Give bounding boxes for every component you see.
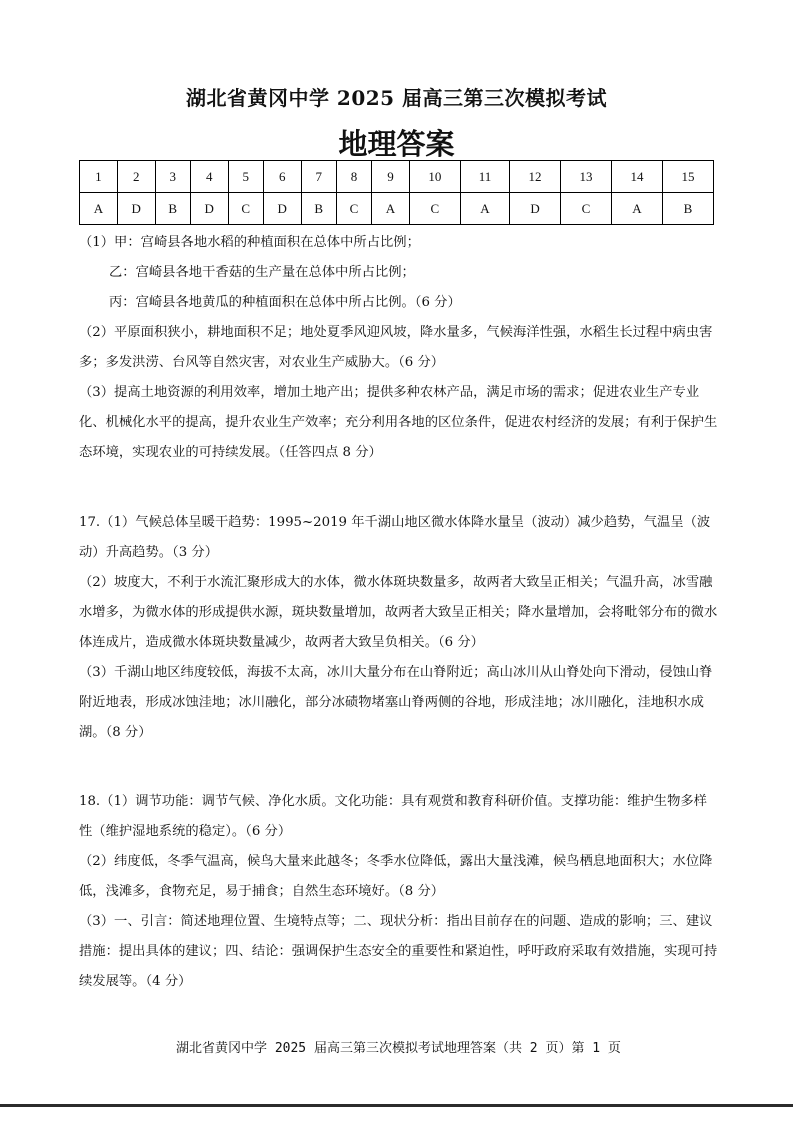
answer-cell: A: [80, 193, 118, 225]
question-number-cell: 1: [80, 161, 118, 193]
answer-cell: A: [611, 193, 662, 225]
answer-row: [80, 193, 714, 225]
exam-title: 湖北省黄冈中学 2025 届高三第三次模拟考试: [185, 86, 608, 110]
question-number-cell: 12: [510, 161, 561, 193]
page-footer: 湖北省黄冈中学 2025 届高三第三次模拟考试地理答案（共 2 页）第 1 页: [176, 1041, 621, 1056]
answer-cell: D: [510, 193, 561, 225]
q16-part1-c: 丙：宫崎县各地黄瓜的种植面积在总体中所占比例。（6 分）: [109, 295, 461, 310]
question-number-cell: 4: [190, 161, 228, 193]
question-number-cell: 15: [662, 161, 713, 193]
question-number-cell: 3: [155, 161, 190, 193]
question-18-section: [79, 787, 719, 997]
answer-cell: B: [155, 193, 190, 225]
question-number-cell: 9: [372, 161, 410, 193]
q16-part1-b: 乙：宫崎县各地干香菇的生产量在总体中所占比例；: [109, 265, 415, 280]
question-number-cell: 7: [301, 161, 336, 193]
q17-part1: 17.（1）气候总体呈暖干趋势：1995~2019 年千湖山地区微水体降水量呈（波动）减少趋势，气温呈（波动）升高趋势。（3 分）: [79, 515, 711, 560]
answer-title: 地理答案: [338, 127, 455, 161]
answer-cell: D: [263, 193, 301, 225]
answer-cell: D: [117, 193, 155, 225]
q18-part2: （2）纬度低，冬季气温高，候鸟大量来此越冬；冬季水位降低，露出大量浅滩，候鸟栖息地面积大；水位降低，浅滩多，食物充足，易于捕食；自然生态环境好。（8 分）: [79, 854, 713, 899]
answer-cell: A: [460, 193, 509, 225]
answer-cell: C: [561, 193, 612, 225]
answer-cell: D: [190, 193, 228, 225]
question-number-cell: 8: [336, 161, 371, 193]
q16-part3: （3）提高土地资源的利用效率，增加土地产出；提供多种农林产品，满足市场的需求；促进农业生产专业化、机械化水平的提高，提升农业生产效率；充分利用各地的区位条件，促进农村经济的发展；有利于保护生态环境，实现农业的可持续发展。（任答四点 8 分）: [79, 385, 718, 460]
question-number-row: [80, 161, 714, 193]
question-number-cell: 13: [561, 161, 612, 193]
answer-cell: C: [336, 193, 371, 225]
q17-part3: （3）千湖山地区纬度较低，海拔不太高，冰川大量分布在山脊附近；高山冰川从山脊处向下滑动，侵蚀山脊附近地表，形成冰蚀洼地；冰川融化，部分冰碛物堵塞山脊两侧的谷地，形成洼地；冰川融化，洼地积水成湖。（8 分）: [79, 665, 713, 740]
question-number-cell: 11: [460, 161, 509, 193]
q18-part1: 18.（1）调节功能：调节气候、净化水质。文化功能：具有观赏和教育科研价值。支撑功能：维护生物多样性（维护湿地系统的稳定）。（6 分）: [79, 794, 707, 839]
answer-cell: B: [301, 193, 336, 225]
answer-cell: A: [372, 193, 410, 225]
answer-cell: C: [228, 193, 263, 225]
answer-cell: B: [662, 193, 713, 225]
q17-part2: （2）坡度大，不利于水流汇聚形成大的水体，微水体斑块数量多，故两者大致呈正相关；气温升高，冰雪融水增多，为微水体的形成提供水源，斑块数量增加，故两者大致呈正相关；降水量增加，会将毗邻分布的微水体连成片，造成微水体斑块数量减少，故两者大致呈负相关。（6 分）: [79, 575, 718, 650]
answer-cell: C: [409, 193, 460, 225]
question-number-cell: 2: [117, 161, 155, 193]
question-16-section: [79, 228, 719, 468]
question-number-cell: 6: [263, 161, 301, 193]
q16-part2: （2）平原面积狭小，耕地面积不足；地处夏季风迎风坡，降水量多，气候海洋性强，水稻生长过程中病虫害多；多发洪涝、台风等自然灾害，对农业生产威胁大。（6 分）: [79, 325, 713, 370]
question-number-cell: 10: [409, 161, 460, 193]
q16-part1-a: （1）甲：宫崎县各地水稻的种植面积在总体中所占比例；: [79, 235, 420, 250]
page-bottom-divider: [0, 1104, 793, 1107]
answer-table: [79, 160, 714, 225]
q18-part3: （3）一、引言：简述地理位置、生境特点等；二、现状分析：指出目前存在的问题、造成的影响；三、建议措施：提出具体的建议；四、结论：强调保护生态安全的重要性和紧迫性，呼吁政府采取有效措施，实现可持续发展等。（4 分）: [79, 914, 718, 989]
question-number-cell: 5: [228, 161, 263, 193]
question-17-section: [79, 508, 719, 748]
question-number-cell: 14: [611, 161, 662, 193]
